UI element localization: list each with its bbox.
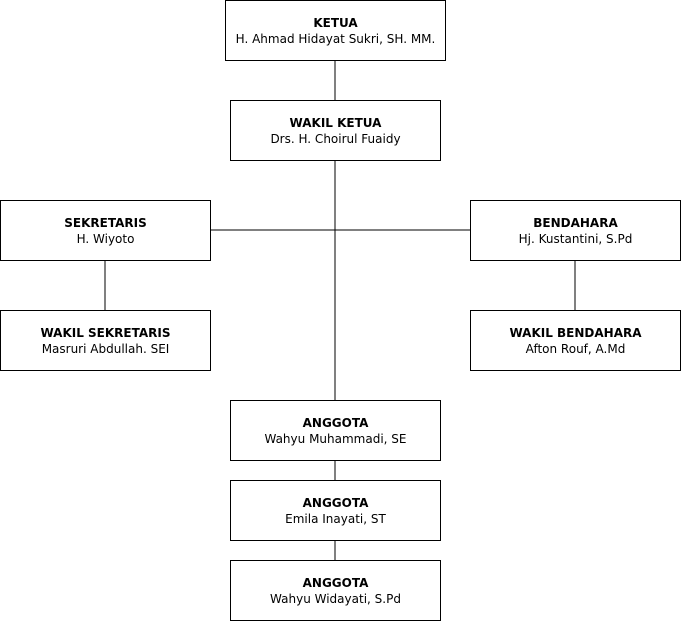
role-label: BENDAHARA xyxy=(533,215,618,230)
box-wakil-ketua xyxy=(230,100,441,161)
box-anggota-1 xyxy=(230,400,441,461)
role-label: WAKIL SEKRETARIS xyxy=(40,325,171,340)
person-name: Hj. Kustantini, S.Pd xyxy=(518,231,633,246)
role-label: KETUA xyxy=(313,15,358,30)
box-anggota-2 xyxy=(230,480,441,541)
person-name: H. Wiyoto xyxy=(76,231,135,246)
person-name: Wahyu Muhammadi, SE xyxy=(264,431,407,446)
role-label: WAKIL KETUA xyxy=(289,115,382,130)
person-name: Drs. H. Choirul Fuaidy xyxy=(270,131,401,146)
box-wakil-bendahara xyxy=(470,310,681,371)
person-name: Emila Inayati, ST xyxy=(285,511,386,526)
box-anggota-3 xyxy=(230,560,441,621)
role-label: ANGGOTA xyxy=(302,495,369,510)
role-label: WAKIL BENDAHARA xyxy=(509,325,642,340)
person-name: Wahyu Widayati, S.Pd xyxy=(270,591,401,606)
box-ketua xyxy=(225,0,446,61)
person-name: Afton Rouf, A.Md xyxy=(525,341,626,356)
person-name: Masruri Abdullah. SEI xyxy=(41,341,170,356)
box-wakil-sekretaris xyxy=(0,310,211,371)
role-label: ANGGOTA xyxy=(302,415,369,430)
box-sekretaris xyxy=(0,200,211,261)
box-bendahara xyxy=(470,200,681,261)
role-label: SEKRETARIS xyxy=(64,215,147,230)
person-name: H. Ahmad Hidayat Sukri, SH. MM. xyxy=(235,31,436,46)
role-label: ANGGOTA xyxy=(302,575,369,590)
